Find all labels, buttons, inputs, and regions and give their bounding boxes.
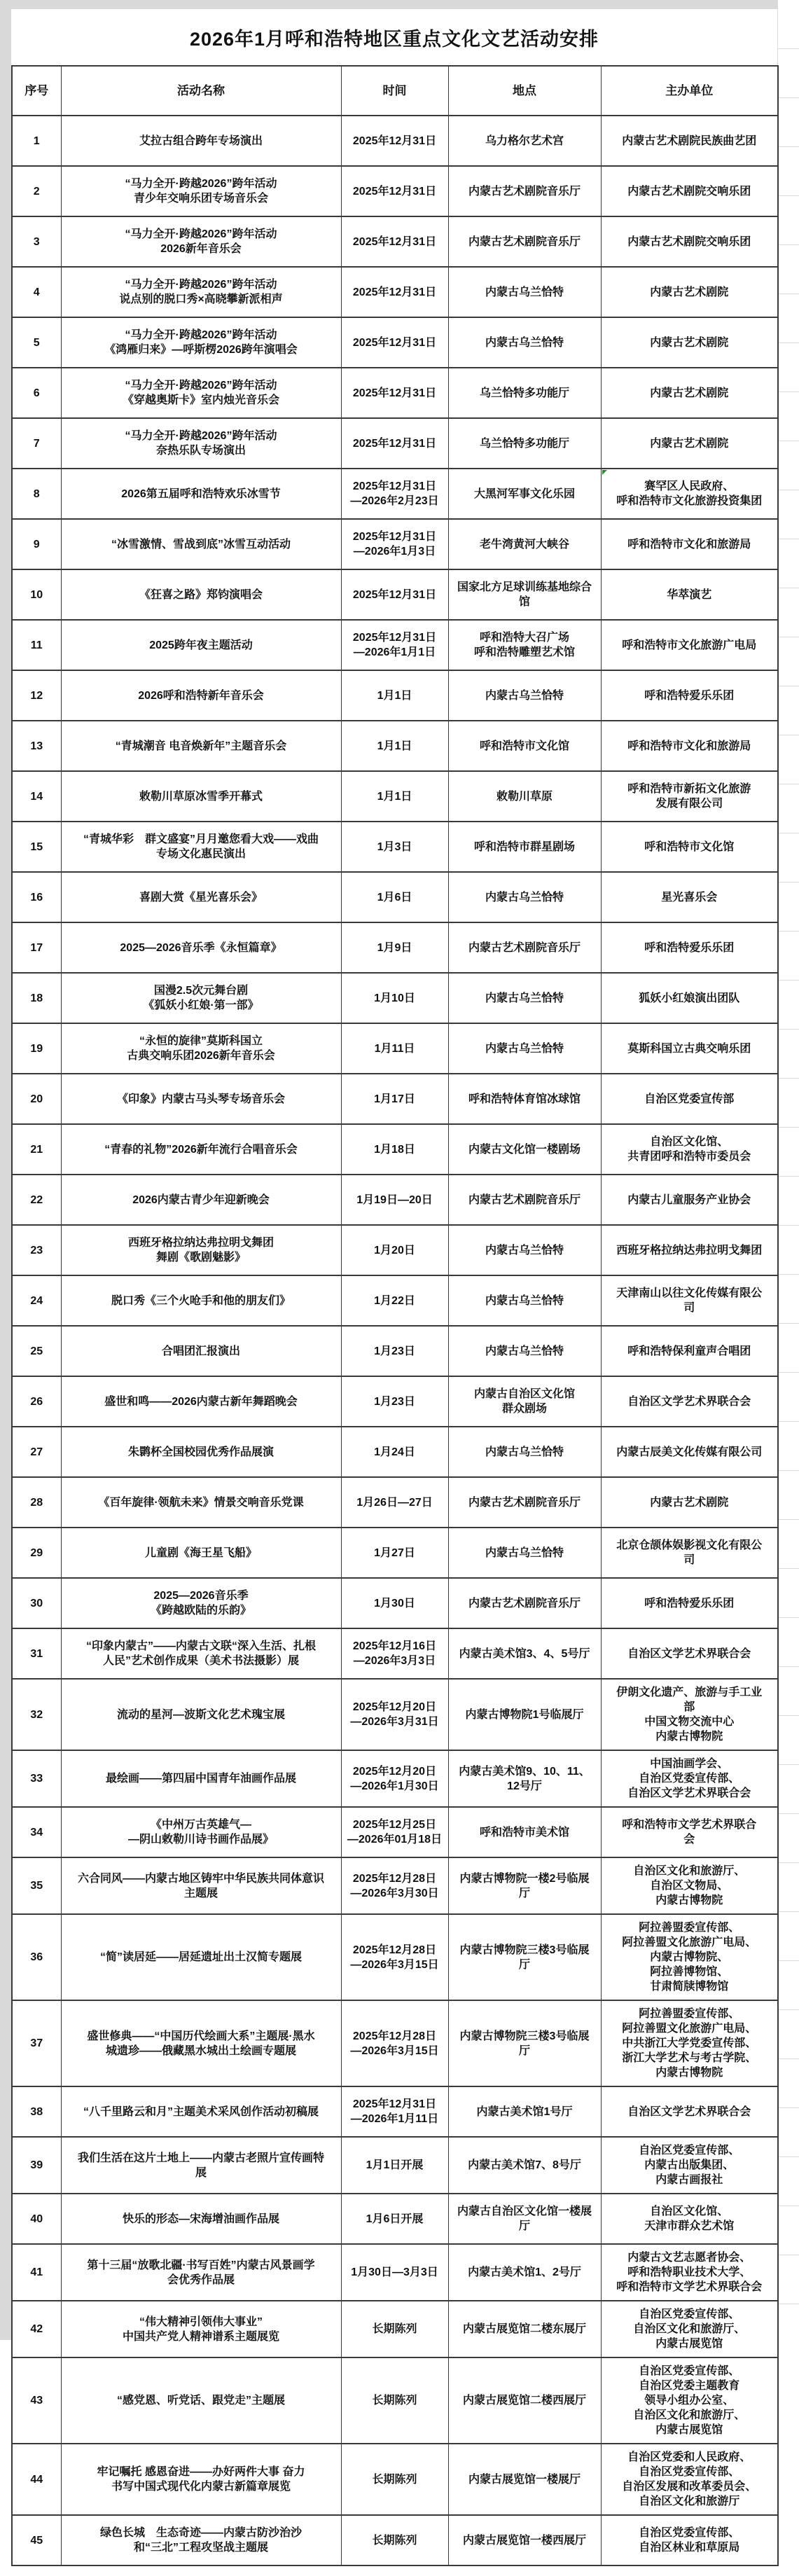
cell-time: 2025年12月25日 —2026年01月18日 — [341, 1807, 448, 1857]
cell-activity-name: 盛世和鸣——2026内蒙古新年舞蹈晚会 — [61, 1376, 341, 1427]
cell-organizer: 内蒙古艺术剧院民族曲艺团 — [601, 116, 778, 166]
cell-activity-name: 快乐的形态—宋海增油画作品展 — [61, 2194, 341, 2244]
table-row — [12, 2357, 778, 2444]
table-row — [12, 771, 778, 822]
cell-no: 1 — [12, 116, 61, 166]
cell-organizer: 阿拉善盟委宣传部、 阿拉善盟文化旅游广电局、 中共浙江大学党委宣传部、 浙江大学艺术与考古学院、 内蒙古博物院 — [601, 2000, 778, 2086]
cell-organizer: 星光喜乐会 — [601, 872, 778, 922]
cell-no: 30 — [12, 1578, 61, 1628]
cell-organizer: 自治区文学艺术界联合会 — [601, 2086, 778, 2137]
cell-place: 呼和浩特体育馆冰球馆 — [448, 1074, 601, 1124]
cell-activity-name: “马力全开·跨越2026”跨年活动 《穿越奥斯卡》室内烛光音乐会 — [61, 368, 341, 418]
cell-time: 1月11日 — [341, 1023, 448, 1074]
cell-time: 2025年12月31日 — [341, 216, 448, 267]
cell-activity-name: “马力全开·跨越2026”跨年活动 2026新年音乐会 — [61, 216, 341, 267]
cell-organizer: 自治区党委宣传部、 内蒙古出版集团、 内蒙古画报社 — [601, 2137, 778, 2194]
cell-organizer: 中国油画学会、 自治区党委宣传部、 自治区文学艺术界联合会 — [601, 1750, 778, 1807]
cell-organizer: 自治区文学艺术界联合会 — [601, 1628, 778, 1679]
cell-place: 内蒙古乌兰恰特 — [448, 1427, 601, 1477]
cell-place: 内蒙古艺术剧院音乐厅 — [448, 216, 601, 267]
table-row — [12, 2244, 778, 2301]
cell-time: 2025年12月31日 — [341, 569, 448, 620]
cell-activity-name: 2026呼和浩特新年音乐会 — [61, 670, 341, 721]
cell-no: 13 — [12, 721, 61, 771]
table-row — [12, 1679, 778, 1750]
cell-activity-name: 《中州万古英雄气— —阴山敕勒川诗书画作品展》 — [61, 1807, 341, 1857]
cell-organizer: 呼和浩特爱乐乐团 — [601, 670, 778, 721]
cell-no: 2 — [12, 166, 61, 216]
page-margin-left — [0, 0, 11, 2340]
cell-no: 22 — [12, 1175, 61, 1225]
column-header: 序号 — [12, 66, 61, 116]
cell-organizer: 呼和浩特爱乐乐团 — [601, 922, 778, 973]
cell-time: 1月1日 — [341, 721, 448, 771]
cell-place: 内蒙古美术馆7、8号厅 — [448, 2137, 601, 2194]
cell-organizer: 呼和浩特市文化和旅游局 — [601, 721, 778, 771]
empty-grid-column — [777, 0, 799, 2340]
cell-organizer: 内蒙古艺术剧院 — [601, 1477, 778, 1528]
cell-place: 内蒙古艺术剧院音乐厅 — [448, 166, 601, 216]
cell-activity-name: 六合同风——内蒙古地区铸牢中华民族共同体意识 主题展 — [61, 1857, 341, 1914]
cell-organizer: 阿拉善盟委宣传部、 阿拉善盟文化旅游广电局、 内蒙古博物院、 阿拉善博物馆、 甘肃简牍博物馆 — [601, 1914, 778, 2000]
activities-table — [11, 65, 779, 2566]
cell-time: 2025年12月31日 — [341, 317, 448, 368]
table-row — [12, 1914, 778, 2000]
cell-activity-name: 西班牙格拉纳达弗拉明戈舞团 舞剧《歌剧魅影》 — [61, 1225, 341, 1275]
cell-organizer: 伊朗文化遗产、旅游与手工业 部 中国文物交流中心 内蒙古博物院 — [601, 1679, 778, 1750]
cell-place: 国家北方足球训练基地综合 馆 — [448, 569, 601, 620]
cell-organizer: 内蒙古文艺志愿者协会、 呼和浩特职业技术大学、 呼和浩特市文学艺术界联合会 — [601, 2244, 778, 2301]
cell-organizer: 呼和浩特市新拓文化旅游 发展有限公司 — [601, 771, 778, 822]
table-row — [12, 1578, 778, 1628]
cell-activity-name: 《百年旋律·领航未来》情景交响音乐党课 — [61, 1477, 341, 1528]
cell-no: 41 — [12, 2244, 61, 2301]
table-row — [12, 1857, 778, 1914]
cell-place: 敕勒川草原 — [448, 771, 601, 822]
cell-place: 老牛湾黄河大峡谷 — [448, 519, 601, 569]
cell-place: 内蒙古展览馆二楼东展厅 — [448, 2301, 601, 2357]
cell-activity-name: “永恒的旋律”莫斯科国立 古典交响乐团2026新年音乐会 — [61, 1023, 341, 1074]
cell-place: 内蒙古乌兰恰特 — [448, 1275, 601, 1326]
table-row — [12, 166, 778, 216]
cell-activity-name: 2026内蒙古青少年迎新晚会 — [61, 1175, 341, 1225]
cell-time: 长期陈列 — [341, 2444, 448, 2515]
table-row — [12, 469, 778, 519]
cell-time: 1月6日开展 — [341, 2194, 448, 2244]
table-row — [12, 418, 778, 469]
cell-organizer: 自治区党委宣传部 — [601, 1074, 778, 1124]
cell-place: 内蒙古乌兰恰特 — [448, 1528, 601, 1578]
cell-place: 内蒙古展览馆二楼西展厅 — [448, 2357, 601, 2444]
cell-organizer: 自治区党委宣传部、 自治区党委主题教育 领导小组办公室、 自治区文化和旅游厅、 内蒙古展览馆 — [601, 2357, 778, 2444]
cell-no: 9 — [12, 519, 61, 569]
cell-time: 1月27日 — [341, 1528, 448, 1578]
table-row — [12, 620, 778, 670]
cell-activity-name: “马力全开·跨越2026”跨年活动 奈热乐队专场演出 — [61, 418, 341, 469]
cell-activity-name: 流动的星河—波斯文化艺术瑰宝展 — [61, 1679, 341, 1750]
cell-no: 8 — [12, 469, 61, 519]
cell-time: 2025年12月31日 — [341, 418, 448, 469]
cell-time: 2025年12月16日 —2026年3月3日 — [341, 1628, 448, 1679]
cell-no: 19 — [12, 1023, 61, 1074]
cell-activity-name: “青春的礼物”2026新年流行合唱音乐会 — [61, 1124, 341, 1175]
cell-time: 1月1日 — [341, 771, 448, 822]
cell-organizer: 内蒙古艺术剧院 — [601, 368, 778, 418]
cell-time: 1月23日 — [341, 1326, 448, 1376]
column-header: 主办单位 — [601, 66, 778, 116]
cell-activity-name: “冰雪激情、雪战到底”冰雪互动活动 — [61, 519, 341, 569]
table-row — [12, 1376, 778, 1427]
cell-no: 3 — [12, 216, 61, 267]
cell-no: 29 — [12, 1528, 61, 1578]
cell-activity-name: “简”读居延——居延遗址出土汉简专题展 — [61, 1914, 341, 2000]
cell-organizer: 呼和浩特保利童声合唱团 — [601, 1326, 778, 1376]
table-row — [12, 1074, 778, 1124]
cell-time: 1月1日开展 — [341, 2137, 448, 2194]
table-row — [12, 1477, 778, 1528]
cell-activity-name: 儿童剧《海王星飞船》 — [61, 1528, 341, 1578]
cell-activity-name: 2025跨年夜主题活动 — [61, 620, 341, 670]
cell-no: 33 — [12, 1750, 61, 1807]
cell-place: 内蒙古乌兰恰特 — [448, 317, 601, 368]
cell-no: 28 — [12, 1477, 61, 1528]
cell-no: 23 — [12, 1225, 61, 1275]
column-header: 时间 — [341, 66, 448, 116]
cell-no: 25 — [12, 1326, 61, 1376]
cell-activity-name: 国漫2.5次元舞台剧 《狐妖小红娘·第一部》 — [61, 973, 341, 1023]
column-header: 地点 — [448, 66, 601, 116]
table-row — [12, 1175, 778, 1225]
cell-place: 内蒙古美术馆3、4、5号厅 — [448, 1628, 601, 1679]
cell-place: 内蒙古美术馆1号厅 — [448, 2086, 601, 2137]
cell-place: 内蒙古展览馆一楼展厅 — [448, 2444, 601, 2515]
cell-time: 1月23日 — [341, 1376, 448, 1427]
cell-no: 5 — [12, 317, 61, 368]
cell-activity-name: “感党恩、听党话、跟党走”主题展 — [61, 2357, 341, 2444]
cell-place: 呼和浩特市文化馆 — [448, 721, 601, 771]
cell-time: 1月20日 — [341, 1225, 448, 1275]
cell-place: 内蒙古乌兰恰特 — [448, 670, 601, 721]
cell-organizer: 内蒙古艺术剧院 — [601, 418, 778, 469]
cell-no: 10 — [12, 569, 61, 620]
cell-time: 1月10日 — [341, 973, 448, 1023]
cell-no: 32 — [12, 1679, 61, 1750]
cell-place: 内蒙古美术馆1、2号厅 — [448, 2244, 601, 2301]
cell-time: 1月30日 — [341, 1578, 448, 1628]
table-row — [12, 1628, 778, 1679]
cell-time: 2025年12月31日 — [341, 166, 448, 216]
cell-time: 2025年12月31日 — [341, 267, 448, 317]
table-row — [12, 116, 778, 166]
cell-no: 24 — [12, 1275, 61, 1326]
cell-activity-name: 我们生活在这片土地上——内蒙古老照片宣传画特 展 — [61, 2137, 341, 2194]
cell-time: 1月24日 — [341, 1427, 448, 1477]
cell-no: 39 — [12, 2137, 61, 2194]
cell-place: 内蒙古乌兰恰特 — [448, 1023, 601, 1074]
cell-activity-name: 《印象》内蒙古马头琴专场音乐会 — [61, 1074, 341, 1124]
cell-time: 1月19日—20日 — [341, 1175, 448, 1225]
cell-organizer: 自治区文学艺术界联合会 — [601, 1376, 778, 1427]
table-row — [12, 1427, 778, 1477]
cell-time: 2025年12月31日 — [341, 368, 448, 418]
cell-activity-name: 敕勒川草原冰雪季开幕式 — [61, 771, 341, 822]
cell-time: 1月22日 — [341, 1275, 448, 1326]
page-title: 2026年1月呼和浩特地区重点文化文艺活动安排 — [11, 9, 777, 65]
cell-time: 2025年12月20日 —2026年3月31日 — [341, 1679, 448, 1750]
table-row — [12, 1807, 778, 1857]
cell-activity-name: 喜剧大赏《星光喜乐会》 — [61, 872, 341, 922]
cell-organizer: 内蒙古儿童服务产业协会 — [601, 1175, 778, 1225]
cell-no: 16 — [12, 872, 61, 922]
cell-place: 呼和浩特市美术馆 — [448, 1807, 601, 1857]
cell-activity-name: “马力全开·跨越2026”跨年活动 青少年交响乐团专场音乐会 — [61, 166, 341, 216]
table-row — [12, 2301, 778, 2357]
table-row — [12, 519, 778, 569]
cell-no: 20 — [12, 1074, 61, 1124]
cell-time: 2025年12月28日 —2026年3月15日 — [341, 2000, 448, 2086]
cell-organizer: 内蒙古艺术剧院交响乐团 — [601, 216, 778, 267]
cell-error-flag-icon — [602, 470, 607, 475]
cell-time: 2025年12月31日 —2026年1月1日 — [341, 620, 448, 670]
cell-activity-name: “青城潮音 电音焕新年”主题音乐会 — [61, 721, 341, 771]
cell-organizer: 内蒙古艺术剧院 — [601, 317, 778, 368]
cell-place: 内蒙古美术馆9、10、11、 12号厅 — [448, 1750, 601, 1807]
table-row — [12, 721, 778, 771]
cell-organizer: 呼和浩特市文化馆 — [601, 822, 778, 872]
cell-no: 6 — [12, 368, 61, 418]
cell-no: 44 — [12, 2444, 61, 2515]
cell-organizer: 西班牙格拉纳达弗拉明戈舞团 — [601, 1225, 778, 1275]
cell-activity-name: 绿色长城 生态奇迹——内蒙古防沙治沙 和“三北”工程攻坚战主题展 — [61, 2515, 341, 2565]
cell-place: 内蒙古艺术剧院音乐厅 — [448, 1477, 601, 1528]
cell-no: 40 — [12, 2194, 61, 2244]
cell-place: 内蒙古艺术剧院音乐厅 — [448, 1175, 601, 1225]
table-row — [12, 216, 778, 267]
cell-time: 1月17日 — [341, 1074, 448, 1124]
cell-activity-name: 2025—2026音乐季《永恒篇章》 — [61, 922, 341, 973]
table-body — [12, 116, 778, 2565]
cell-time: 长期陈列 — [341, 2357, 448, 2444]
cell-time: 1月26日—27日 — [341, 1477, 448, 1528]
cell-activity-name: “伟大精神引领伟大事业” 中国共产党人精神谱系主题展览 — [61, 2301, 341, 2357]
cell-organizer: 内蒙古艺术剧院交响乐团 — [601, 166, 778, 216]
cell-time: 2025年12月28日 —2026年3月15日 — [341, 1914, 448, 2000]
page-margin-top — [0, 0, 777, 9]
cell-no: 4 — [12, 267, 61, 317]
cell-place: 大黑河军事文化乐园 — [448, 469, 601, 519]
table-row — [12, 670, 778, 721]
cell-no: 26 — [12, 1376, 61, 1427]
cell-no: 18 — [12, 973, 61, 1023]
cell-time: 长期陈列 — [341, 2515, 448, 2565]
cell-time: 1月1日 — [341, 670, 448, 721]
cell-place: 内蒙古自治区文化馆一楼展 厅 — [448, 2194, 601, 2244]
table-row — [12, 973, 778, 1023]
cell-place: 内蒙古乌兰恰特 — [448, 872, 601, 922]
table-row — [12, 1225, 778, 1275]
cell-activity-name: 最绘画——第四届中国青年油画作品展 — [61, 1750, 341, 1807]
cell-organizer: 呼和浩特市文学艺术界联合 会 — [601, 1807, 778, 1857]
table-row — [12, 1275, 778, 1326]
cell-place: 内蒙古乌兰恰特 — [448, 267, 601, 317]
cell-activity-name: 《狂喜之路》郑钧演唱会 — [61, 569, 341, 620]
cell-place: 内蒙古展览馆一楼西展厅 — [448, 2515, 601, 2565]
cell-place: 呼和浩特市群星剧场 — [448, 822, 601, 872]
cell-organizer: 华萃演艺 — [601, 569, 778, 620]
table-header-row — [12, 66, 778, 116]
cell-activity-name: 牢记嘱托 感恩奋进——办好两件大事 奋力 书写中国式现代化内蒙古新篇章展览 — [61, 2444, 341, 2515]
table-row — [12, 317, 778, 368]
cell-time: 1月9日 — [341, 922, 448, 973]
table-row — [12, 2137, 778, 2194]
table-row — [12, 1124, 778, 1175]
table-row — [12, 1326, 778, 1376]
cell-no: 7 — [12, 418, 61, 469]
cell-organizer: 自治区文化馆、 共青团呼和浩特市委员会 — [601, 1124, 778, 1175]
table-row — [12, 368, 778, 418]
table-row — [12, 1528, 778, 1578]
cell-no: 27 — [12, 1427, 61, 1477]
cell-organizer: 呼和浩特市文化和旅游局 — [601, 519, 778, 569]
cell-organizer: 自治区文化和旅游厅、 自治区文物局、 内蒙古博物院 — [601, 1857, 778, 1914]
cell-place: 内蒙古博物院1号临展厅 — [448, 1679, 601, 1750]
cell-no: 14 — [12, 771, 61, 822]
cell-activity-name: 艾拉古组合跨年专场演出 — [61, 116, 341, 166]
cell-organizer: 呼和浩特爱乐乐团 — [601, 1578, 778, 1628]
cell-activity-name: 朱鹮杯全国校园优秀作品展演 — [61, 1427, 341, 1477]
cell-activity-name: 第十三届“放歌北疆·书写百姓”内蒙古风景画学 会优秀作品展 — [61, 2244, 341, 2301]
cell-organizer: 内蒙古辰美文化传媒有限公司 — [601, 1427, 778, 1477]
cell-time: 2025年12月31日 —2026年1月11日 — [341, 2086, 448, 2137]
cell-place: 内蒙古艺术剧院音乐厅 — [448, 1578, 601, 1628]
cell-activity-name: 合唱团汇报演出 — [61, 1326, 341, 1376]
table-row — [12, 1750, 778, 1807]
cell-no: 12 — [12, 670, 61, 721]
table-row — [12, 2444, 778, 2515]
cell-activity-name: “八千里路云和月”主题美术采风创作活动初稿展 — [61, 2086, 341, 2137]
cell-place: 内蒙古文化馆一楼剧场 — [448, 1124, 601, 1175]
sheet-content — [11, 9, 777, 2576]
cell-place: 内蒙古乌兰恰特 — [448, 1225, 601, 1275]
cell-activity-name: 脱口秀《三个火呛手和他的朋友们》 — [61, 1275, 341, 1326]
cell-organizer: 自治区党委宣传部、 自治区林业和草原局 — [601, 2515, 778, 2565]
cell-organizer: 内蒙古艺术剧院 — [601, 267, 778, 317]
cell-time: 2025年12月31日 — [341, 116, 448, 166]
cell-organizer: 自治区党委宣传部、 自治区文化和旅游厅、 内蒙古展览馆 — [601, 2301, 778, 2357]
cell-place: 呼和浩特大召广场 呼和浩特雕塑艺术馆 — [448, 620, 601, 670]
cell-organizer: 赛罕区人民政府、 呼和浩特市文化旅游投资集团 — [601, 469, 778, 519]
cell-organizer: 天津南山以往文化传媒有限公 司 — [601, 1275, 778, 1326]
cell-time: 1月30日—3月3日 — [341, 2244, 448, 2301]
cell-no: 17 — [12, 922, 61, 973]
cell-no: 35 — [12, 1857, 61, 1914]
cell-time: 2025年12月31日 —2026年2月23日 — [341, 469, 448, 519]
cell-no: 45 — [12, 2515, 61, 2565]
cell-place: 内蒙古乌兰恰特 — [448, 1326, 601, 1376]
cell-organizer: 北京仓颉体娱影视文化有限公 司 — [601, 1528, 778, 1578]
table-row — [12, 1023, 778, 1074]
table-row — [12, 267, 778, 317]
cell-organizer: 莫斯科国立古典交响乐团 — [601, 1023, 778, 1074]
cell-no: 11 — [12, 620, 61, 670]
cell-no: 37 — [12, 2000, 61, 2086]
table-row — [12, 569, 778, 620]
table-row — [12, 2000, 778, 2086]
cell-time: 1月6日 — [341, 872, 448, 922]
cell-place: 乌力格尔艺术宫 — [448, 116, 601, 166]
cell-no: 38 — [12, 2086, 61, 2137]
cell-place: 内蒙古博物院三楼3号临展 厅 — [448, 1914, 601, 2000]
cell-time: 1月3日 — [341, 822, 448, 872]
cell-place: 内蒙古乌兰恰特 — [448, 973, 601, 1023]
cell-time: 1月18日 — [341, 1124, 448, 1175]
cell-activity-name: “印象内蒙古”——内蒙古文联“深入生活、扎根 人民”艺术创作成果（美术书法摄影）展 — [61, 1628, 341, 1679]
cell-time: 2025年12月20日 —2026年1月30日 — [341, 1750, 448, 1807]
cell-activity-name: “马力全开·跨越2026”跨年活动 说点别的脱口秀×高晓攀新派相声 — [61, 267, 341, 317]
cell-place: 内蒙古艺术剧院音乐厅 — [448, 922, 601, 973]
cell-organizer: 自治区党委和人民政府、 自治区党委宣传部、 自治区发展和改革委员会、 自治区文化和旅游厅 — [601, 2444, 778, 2515]
cell-place: 内蒙古自治区文化馆 群众剧场 — [448, 1376, 601, 1427]
table-row — [12, 2194, 778, 2244]
cell-time: 2025年12月28日 —2026年3月30日 — [341, 1857, 448, 1914]
cell-no: 34 — [12, 1807, 61, 1857]
cell-no: 21 — [12, 1124, 61, 1175]
cell-organizer: 呼和浩特市文化旅游广电局 — [601, 620, 778, 670]
cell-activity-name: 2025—2026音乐季 《跨越欧陆的乐韵》 — [61, 1578, 341, 1628]
cell-place: 内蒙古博物院三楼3号临展 厅 — [448, 2000, 601, 2086]
cell-no: 42 — [12, 2301, 61, 2357]
cell-activity-name: “青城华彩 群文盛宴”月月邀您看大戏——戏曲 专场文化惠民演出 — [61, 822, 341, 872]
table-row — [12, 872, 778, 922]
cell-organizer: 自治区文化馆、 天津市群众艺术馆 — [601, 2194, 778, 2244]
table-row — [12, 2086, 778, 2137]
table-row — [12, 822, 778, 872]
table-row — [12, 922, 778, 973]
cell-organizer: 狐妖小红娘演出团队 — [601, 973, 778, 1023]
cell-time: 2025年12月31日 —2026年1月3日 — [341, 519, 448, 569]
cell-place: 乌兰恰特多功能厅 — [448, 368, 601, 418]
cell-activity-name: 盛世修典——“中国历代绘画大系”主题展·黑水 城遗珍——俄藏黑水城出土绘画专题展 — [61, 2000, 341, 2086]
column-header: 活动名称 — [61, 66, 341, 116]
table-row — [12, 2515, 778, 2565]
cell-place: 乌兰恰特多功能厅 — [448, 418, 601, 469]
cell-no: 43 — [12, 2357, 61, 2444]
cell-no: 31 — [12, 1628, 61, 1679]
cell-activity-name: “马力全开·跨越2026”跨年活动 《鸿雁归来》—呼斯楞2026跨年演唱会 — [61, 317, 341, 368]
cell-time: 长期陈列 — [341, 2301, 448, 2357]
cell-place: 内蒙古博物院一楼2号临展 厅 — [448, 1857, 601, 1914]
cell-no: 36 — [12, 1914, 61, 2000]
cell-activity-name: 2026第五届呼和浩特欢乐冰雪节 — [61, 469, 341, 519]
cell-no: 15 — [12, 822, 61, 872]
